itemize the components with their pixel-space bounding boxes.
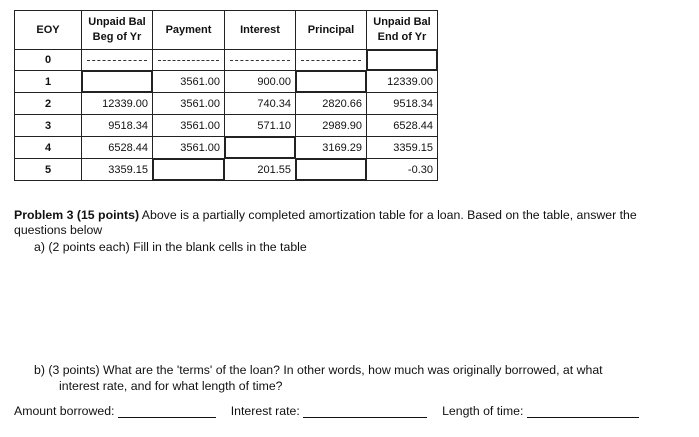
part-b-text	[34, 362, 674, 394]
cell-principal: 2820.66	[296, 93, 367, 115]
part-b-line-2: interest rate, and for what length of time?	[59, 379, 283, 393]
header-unpaid-beg: Unpaid Bal Beg of Yr	[82, 11, 153, 50]
header-eoy: EOY	[15, 11, 82, 50]
amortization-table	[14, 10, 438, 181]
cell-dashed	[82, 50, 153, 71]
cell-payment: 3561.00	[153, 115, 225, 137]
amount-borrowed-blank[interactable]	[118, 405, 216, 418]
interest-rate-label: Interest rate:	[230, 404, 300, 418]
cell-unpaid-end: 6528.44	[367, 115, 438, 137]
header-principal: Principal	[296, 11, 367, 50]
cell-principal: 3169.29	[296, 137, 367, 159]
table-row	[15, 137, 438, 159]
cell-blank	[153, 159, 225, 181]
table-row	[15, 93, 438, 115]
answer-fields	[14, 404, 639, 418]
cell-eoy: 1	[15, 71, 82, 93]
cell-unpaid-end: 12339.00	[367, 71, 438, 93]
cell-dashed	[153, 50, 225, 71]
cell-unpaid-beg: 12339.00	[82, 93, 153, 115]
cell-interest: 201.55	[225, 159, 296, 181]
part-b-line-1: b) (3 points) What are the 'terms' of the loan? In other words, how much was originally borrowed, at what	[34, 363, 603, 377]
cell-unpaid-end: 3359.15	[367, 137, 438, 159]
cell-interest: 740.34	[225, 93, 296, 115]
cell-payment: 3561.00	[153, 93, 225, 115]
cell-blank	[82, 71, 153, 93]
cell-blank	[367, 50, 438, 71]
cell-payment: 3561.00	[153, 137, 225, 159]
cell-unpaid-beg: 9518.34	[82, 115, 153, 137]
cell-eoy: 2	[15, 93, 82, 115]
header-interest: Interest	[225, 11, 296, 50]
header-unpaid-end: Unpaid Bal End of Yr	[367, 11, 438, 50]
cell-blank	[296, 159, 367, 181]
amount-borrowed-label: Amount borrowed:	[14, 404, 115, 418]
length-of-time-label: Length of time:	[442, 404, 524, 418]
part-a-text: a) (2 points each) Fill in the blank cells in the table	[34, 240, 307, 254]
length-of-time-blank[interactable]	[527, 405, 639, 418]
cell-dashed	[225, 50, 296, 71]
cell-eoy: 4	[15, 137, 82, 159]
cell-unpaid-end: 9518.34	[367, 93, 438, 115]
cell-interest: 900.00	[225, 71, 296, 93]
cell-unpaid-beg: 6528.44	[82, 137, 153, 159]
table-row	[15, 50, 438, 71]
cell-interest: 571.10	[225, 115, 296, 137]
table-header-row	[15, 11, 438, 50]
table-row	[15, 71, 438, 93]
cell-blank	[296, 71, 367, 93]
cell-eoy: 0	[15, 50, 82, 71]
table-row	[15, 115, 438, 137]
table-row	[15, 159, 438, 181]
problem-intro: Above is a partially completed amortization table for a loan. Based on the table, answer the questions below	[14, 208, 637, 237]
cell-eoy: 3	[15, 115, 82, 137]
cell-dashed	[296, 50, 367, 71]
cell-principal: 2989.90	[296, 115, 367, 137]
problem-title: Problem 3 (15 points)	[14, 208, 140, 222]
cell-blank	[225, 137, 296, 159]
cell-unpaid-end: -0.30	[367, 159, 438, 181]
cell-unpaid-beg: 3359.15	[82, 159, 153, 181]
problem-statement	[14, 208, 686, 238]
cell-eoy: 5	[15, 159, 82, 181]
cell-payment: 3561.00	[153, 71, 225, 93]
header-payment: Payment	[153, 11, 225, 50]
interest-rate-blank[interactable]	[303, 405, 427, 418]
